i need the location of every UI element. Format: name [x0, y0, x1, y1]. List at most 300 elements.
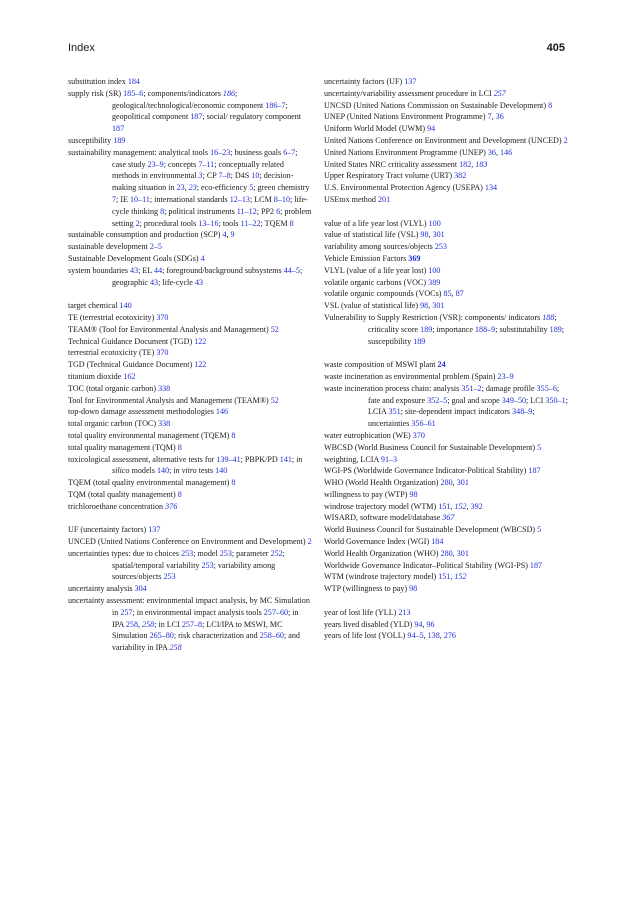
- entry-text: ; EL: [138, 265, 155, 275]
- page-reference-link[interactable]: 280: [440, 478, 453, 488]
- index-entry: [324, 477, 568, 489]
- page-reference-link[interactable]: 140: [156, 466, 170, 476]
- page-reference-link[interactable]: 257: [493, 88, 506, 98]
- page-reference-link[interactable]: 8: [548, 100, 553, 110]
- entry-text: ; international standards: [149, 194, 230, 204]
- index-entry: [324, 135, 568, 147]
- entry-text: uncertainty/variability assessment procedure in LCI: [324, 88, 494, 98]
- index-entry: [324, 312, 568, 347]
- page-reference-link[interactable]: 182: [459, 159, 472, 169]
- page-reference-link[interactable]: 253: [201, 560, 214, 570]
- index-entry: [324, 111, 568, 123]
- entry-text: waste composition of MSWI plant: [324, 360, 438, 370]
- page-reference-link[interactable]: 94: [427, 124, 436, 134]
- page-reference-link[interactable]: 184: [127, 77, 140, 86]
- index-entry: [68, 454, 312, 478]
- entry-text: ; decision-making situation in: [112, 171, 294, 193]
- page-reference-link[interactable]: 213: [398, 607, 411, 617]
- entry-text: ; and variability in IPA: [112, 631, 300, 653]
- entry-text: ; variability among sources/objects: [112, 560, 276, 582]
- entry-text: ,: [491, 112, 496, 122]
- entry-text: ,: [428, 301, 433, 311]
- page-reference-link[interactable]: 189: [420, 324, 433, 334]
- entry-text: volatile organic carbons (VOC): [324, 277, 429, 287]
- page-reference-link[interactable]: 253: [163, 572, 176, 582]
- index-entry: [324, 512, 568, 524]
- page-reference-link[interactable]: 253: [219, 548, 232, 558]
- entry-text: ; business goals: [230, 147, 284, 157]
- entry-text: sustainable consumption and production (SCP): [68, 230, 223, 240]
- entry-text: World Health Organization (WHO): [324, 548, 441, 558]
- page-reference-link[interactable]: 7–11: [198, 159, 215, 169]
- page-reference-link[interactable]: 369: [408, 253, 421, 263]
- entry-text: target chemical: [68, 301, 120, 311]
- entry-text: sustainable development: [68, 242, 150, 252]
- entry-text: year of lost life (YLL): [324, 607, 399, 617]
- entry-text: ; IE: [116, 194, 130, 204]
- index-entry: [68, 347, 312, 359]
- page-reference-link[interactable]: 187: [190, 112, 203, 122]
- page-reference-link[interactable]: 151: [438, 501, 451, 511]
- index-entry: [68, 147, 312, 230]
- entry-text: volatile organic compounds (VOCs): [324, 289, 444, 299]
- entry-text: ,: [452, 548, 457, 558]
- entry-text: United States NRC criticality assessment: [324, 159, 460, 169]
- page-reference-link[interactable]: 3: [198, 171, 203, 181]
- entry-text: ; parameter: [231, 548, 271, 558]
- page-reference-link[interactable]: 11–12: [236, 206, 257, 216]
- page-reference-link[interactable]: 98: [409, 489, 418, 499]
- entry-text: ,: [422, 619, 427, 629]
- page-reference-link[interactable]: 140: [215, 466, 228, 476]
- page-reference-link[interactable]: 382: [454, 171, 467, 181]
- entry-text: ,: [452, 478, 457, 488]
- page-reference-link[interactable]: 186–7: [265, 100, 286, 110]
- page-reference-link[interactable]: 23: [176, 183, 185, 193]
- page-reference-link[interactable]: 370: [156, 348, 169, 358]
- entry-text: ; case study: [112, 147, 298, 169]
- page-reference-link[interactable]: 188–9: [474, 324, 496, 334]
- entry-text: variability among sources/objects: [324, 242, 435, 252]
- entry-text: TE (terrestrial ecotoxicity): [68, 312, 157, 322]
- page-reference-link[interactable]: 152: [454, 501, 467, 511]
- index-entry: [68, 583, 312, 595]
- page-reference-link[interactable]: 8: [231, 430, 236, 440]
- page-reference-link[interactable]: 138: [427, 631, 440, 641]
- index-entry: [324, 371, 568, 383]
- page-reference-link[interactable]: 201: [377, 194, 391, 204]
- entry-text: TEAM® (Tool for Environmental Analysis and Management): [68, 324, 271, 334]
- index-entry: [324, 548, 568, 560]
- index-column-left: [68, 76, 312, 654]
- index-entry: [68, 300, 312, 312]
- page-reference-link[interactable]: 8: [177, 489, 182, 499]
- page-reference-link[interactable]: 140: [119, 301, 132, 311]
- page-reference-link[interactable]: 304: [134, 584, 147, 594]
- index-entry: [324, 430, 568, 442]
- page-reference-link[interactable]: 94: [414, 619, 423, 629]
- index-entry: [324, 442, 568, 454]
- entry-text: UNCED (United Nations Conference on Environment and Development): [68, 537, 308, 547]
- entry-text: ,: [450, 501, 455, 511]
- page-reference-link[interactable]: 185–6: [123, 88, 144, 98]
- entry-text: uncertainty analysis: [68, 584, 135, 594]
- entry-text: ,: [226, 230, 231, 240]
- page-reference-link[interactable]: 146: [215, 407, 229, 417]
- entry-text: ; conceptually related methods in environmental: [112, 159, 284, 181]
- entry-text: ; green chemistry: [253, 183, 310, 193]
- page-reference-link[interactable]: 187: [529, 560, 543, 570]
- page-reference-link[interactable]: 43: [149, 277, 159, 287]
- page-reference-link[interactable]: 94–5: [407, 631, 424, 641]
- page-reference-link[interactable]: 5: [537, 525, 542, 535]
- page-reference-link[interactable]: 24: [437, 360, 446, 370]
- index-entry: [324, 253, 568, 265]
- page-reference-link[interactable]: 5: [537, 442, 542, 452]
- page-reference-link[interactable]: 13–16: [198, 218, 219, 228]
- page-reference-link[interactable]: 100: [428, 218, 441, 228]
- entry-text: supply risk (SR): [68, 88, 124, 98]
- page-reference-link[interactable]: 370: [412, 430, 425, 440]
- page-reference-link[interactable]: 87: [455, 289, 464, 299]
- index-entry: [68, 477, 312, 489]
- page-reference-link[interactable]: 141: [279, 454, 292, 464]
- entry-text: years lived disabled (YLD): [324, 619, 415, 629]
- letter-group-gap: [324, 206, 568, 218]
- entry-text: toxicological assessment, alternative tests for: [68, 454, 217, 464]
- page-reference-link[interactable]: 265–80: [149, 631, 174, 641]
- page-reference-link[interactable]: 187: [528, 466, 541, 476]
- page-reference-link[interactable]: 134: [484, 183, 498, 193]
- page-reference-link[interactable]: 36: [487, 147, 496, 157]
- page-reference-link[interactable]: 137: [148, 525, 161, 535]
- index-entry: [324, 229, 568, 241]
- page-reference-link[interactable]: 257: [120, 607, 133, 617]
- entry-text: susceptibility: [68, 135, 114, 145]
- page-reference-link[interactable]: 338: [158, 419, 171, 429]
- page-reference-link[interactable]: 367: [442, 513, 455, 523]
- index-entry: [68, 241, 312, 253]
- page-reference-link[interactable]: 152: [454, 572, 467, 582]
- entry-text: ; PP2: [256, 206, 277, 216]
- page-reference-link[interactable]: 183: [475, 159, 488, 169]
- entry-text: value of a life year lost (VLYL): [324, 218, 429, 228]
- entry-text: terrestrial ecotoxicity (TE): [68, 348, 157, 358]
- page-reference-link[interactable]: 280: [440, 548, 453, 558]
- entry-text: waste incineration as environmental problem (Spain): [324, 371, 498, 381]
- index-entry: [68, 229, 312, 241]
- page-reference-link[interactable]: 8: [289, 218, 294, 228]
- letter-group-gap: [68, 512, 312, 524]
- entry-text: TQM (total quality management): [68, 489, 178, 499]
- entry-text: UF (uncertainty factors): [68, 525, 149, 535]
- entry-text: windrose trajectory model (WTM): [324, 501, 439, 511]
- page-reference-link[interactable]: 350–1: [545, 395, 566, 405]
- index-entry: [324, 359, 568, 371]
- entry-text: ; PBPK/PD: [240, 454, 280, 464]
- page-reference-link[interactable]: 139–41: [216, 454, 241, 464]
- page-reference-link[interactable]: 137: [404, 77, 417, 86]
- page-reference-link[interactable]: 7: [112, 194, 117, 204]
- page-reference-link[interactable]: 389: [428, 277, 441, 287]
- page-reference-link[interactable]: 98: [420, 230, 429, 240]
- index-entry: [324, 300, 568, 312]
- entry-text: ; life-cycle: [158, 277, 195, 287]
- index-entry: [68, 524, 312, 536]
- page-reference-link[interactable]: 351: [388, 407, 401, 417]
- entry-text: ,: [184, 183, 189, 193]
- page-reference-link[interactable]: 301: [456, 478, 469, 488]
- entry-text: VLYL (value of a life year lost): [324, 265, 429, 275]
- index-entry: [324, 88, 568, 100]
- page-reference-link[interactable]: 8: [160, 206, 165, 216]
- page-reference-link[interactable]: 276: [443, 631, 456, 641]
- entry-text: ,: [466, 501, 471, 511]
- page-reference-link[interactable]: 253: [181, 548, 194, 558]
- entry-text: trichloroethane concentration: [68, 501, 166, 511]
- entry-text: Worldwide Governance Indicator–Political Stability (WGI-PS): [324, 560, 530, 570]
- entry-text: ; social/ regulatory component: [202, 112, 302, 122]
- index-entry: [68, 336, 312, 348]
- page-reference-link[interactable]: 122: [194, 360, 207, 370]
- entry-text: ; site-dependent impact indicators: [400, 407, 513, 417]
- page-reference-link[interactable]: 184: [431, 537, 444, 547]
- page-reference-link[interactable]: 98: [409, 584, 418, 594]
- page-reference-link[interactable]: 351–2: [461, 383, 482, 393]
- entry-text: ; in environmental impact analysis tools: [132, 607, 264, 617]
- page-reference-link[interactable]: 301: [456, 548, 469, 558]
- page-reference-link[interactable]: 356–61: [411, 419, 436, 429]
- page-reference-link[interactable]: 122: [194, 336, 207, 346]
- page-reference-link[interactable]: 6: [276, 206, 281, 216]
- page-reference-link[interactable]: 10–11: [129, 194, 150, 204]
- index-entry: [68, 536, 312, 548]
- page-reference-link[interactable]: 187: [112, 124, 125, 134]
- index-entry: [324, 383, 568, 430]
- index-entry: [324, 630, 568, 642]
- page-reference-link[interactable]: 258: [125, 619, 139, 629]
- entry-text: ; spatial/temporal variability: [112, 548, 285, 570]
- entry-text: ;: [291, 454, 297, 464]
- page-reference-link[interactable]: 348–9: [512, 407, 533, 417]
- page-reference-link[interactable]: 301: [432, 301, 445, 311]
- entry-text: top-down damage assessment methodologies: [68, 407, 216, 417]
- page-reference-link[interactable]: 85: [443, 289, 452, 299]
- entry-text: years of life lost (YOLL): [324, 631, 408, 641]
- entry-text: UNEP (United Nations Environment Programme): [324, 112, 488, 122]
- entry-text: ; importance: [432, 324, 475, 334]
- page-reference-link[interactable]: 2: [135, 218, 140, 228]
- entry-text: WBCSD (World Business Council for Sustainable Development): [324, 442, 538, 452]
- page-reference-link[interactable]: 52: [270, 324, 279, 334]
- page-reference-link[interactable]: 96: [426, 619, 435, 629]
- entry-text: in silico: [112, 454, 303, 476]
- letter-group-gap: [324, 347, 568, 359]
- page-reference-link[interactable]: 2: [307, 537, 312, 547]
- page-reference-link[interactable]: 258: [142, 619, 155, 629]
- entry-text: ; uncertainties: [368, 407, 535, 429]
- index-entry: [68, 253, 312, 265]
- page-reference-link[interactable]: 36: [495, 112, 504, 122]
- index-entry: [324, 536, 568, 548]
- page-reference-link[interactable]: 44: [154, 265, 163, 275]
- entry-text: total organic carbon (TOC): [68, 419, 159, 429]
- entry-text: ; geological/technological/economic component: [112, 88, 266, 110]
- entry-text: titanium dioxide: [68, 371, 124, 381]
- running-header: [68, 42, 565, 58]
- entry-text: Technical Guidance Document (TGD): [68, 336, 195, 346]
- index-entry: [324, 76, 568, 88]
- page-reference-link[interactable]: 9: [230, 230, 235, 240]
- page-reference-link[interactable]: 146: [500, 147, 513, 157]
- entry-text: ; LCI: [526, 395, 546, 405]
- entry-text: World Business Council for Sustainable Development (WBCSD): [324, 525, 538, 535]
- entry-text: ; life-cycle thinking: [112, 194, 308, 216]
- page-reference-link[interactable]: 7–8: [218, 171, 231, 181]
- entry-text: system boundaries: [68, 265, 131, 275]
- index-entry: [68, 442, 312, 454]
- entry-text: ; geopolitical component: [112, 100, 288, 122]
- page-reference-link[interactable]: 4: [222, 230, 227, 240]
- page-reference-link[interactable]: 252: [270, 548, 283, 558]
- page-reference-link[interactable]: 5: [249, 183, 254, 193]
- page-reference-link[interactable]: 23–9: [497, 371, 514, 381]
- entry-text: sustainability management: analytical tools: [68, 147, 211, 157]
- index-entry: [68, 135, 312, 147]
- index-entry: [324, 501, 568, 513]
- page-reference-link[interactable]: 10: [251, 171, 260, 181]
- page-reference-link[interactable]: 43: [130, 265, 139, 275]
- index-entry: [68, 76, 312, 88]
- entry-text: water eutrophication (WE): [324, 430, 413, 440]
- index-entry: [324, 288, 568, 300]
- page-reference-link[interactable]: 2: [563, 135, 568, 145]
- entry-text: WTP (willingness to pay): [324, 584, 410, 594]
- page-reference-link[interactable]: 189: [549, 324, 562, 334]
- entry-text: WISARD, software model/database: [324, 513, 443, 523]
- index-entry: [324, 265, 568, 277]
- index-entry: [68, 489, 312, 501]
- page-reference-link[interactable]: 8: [231, 478, 236, 488]
- entry-text: willingness to pay (WTP): [324, 489, 410, 499]
- entry-text: ; problem setting: [112, 206, 312, 228]
- page-reference-link[interactable]: 44–5: [283, 265, 300, 275]
- page-reference-link[interactable]: 8: [177, 442, 182, 452]
- page-reference-link[interactable]: 91–3: [380, 454, 398, 464]
- page-reference-link[interactable]: 392: [470, 501, 483, 511]
- index-entry: [68, 395, 312, 407]
- index-entry: [68, 548, 312, 583]
- entry-text: VSL (value of statistical life): [324, 301, 421, 311]
- page-reference-link[interactable]: 376: [165, 501, 178, 511]
- entry-text: tests: [196, 466, 216, 476]
- entry-text: WHO (World Health Organization): [324, 478, 441, 488]
- entry-text: USEtox method: [324, 194, 378, 204]
- page-reference-link[interactable]: 16–23: [210, 147, 231, 157]
- page-reference-link[interactable]: 162: [123, 371, 136, 381]
- page-reference-link[interactable]: 43: [194, 277, 204, 287]
- entry-text: ; foreground/background subsystems: [162, 265, 284, 275]
- page-reference-link[interactable]: 258: [169, 643, 182, 653]
- index-entry: [324, 194, 568, 206]
- page-reference-link[interactable]: 186: [222, 88, 236, 98]
- index-entry: [324, 619, 568, 631]
- entry-text: models: [129, 466, 157, 476]
- page-reference-link[interactable]: 257–8: [181, 619, 203, 629]
- entry-text: U.S. Environmental Protection Agency (USEPA): [324, 183, 485, 193]
- page-reference-link[interactable]: 52: [270, 395, 279, 405]
- entry-text: ; procedural tools: [139, 218, 199, 228]
- page-reference-link[interactable]: 370: [156, 312, 169, 322]
- entry-text: uncertainties types: due to choices: [68, 548, 182, 558]
- entry-text: ; components/indicators: [143, 88, 223, 98]
- entry-text: TOC (total organic carbon): [68, 383, 159, 393]
- page-reference-link[interactable]: 253: [434, 242, 447, 252]
- entry-text: TGD (Technical Guidance Document): [68, 360, 195, 370]
- entry-text: WTM (windrose trajectory model): [324, 572, 439, 582]
- entry-text: ; political instruments: [164, 206, 237, 216]
- page-reference-link[interactable]: 258–60: [259, 631, 284, 641]
- index-entry: [324, 241, 568, 253]
- entry-text: ,: [495, 147, 501, 157]
- page-reference-link[interactable]: 2–5: [149, 242, 162, 252]
- entry-text: ,: [138, 619, 143, 629]
- entry-text: waste incineration process chain: analysis: [324, 383, 462, 393]
- index-entry: [324, 454, 568, 466]
- entry-text: ; TQEM: [260, 218, 290, 228]
- page-reference-link[interactable]: 98: [420, 301, 429, 311]
- page-reference-link[interactable]: 8–10: [273, 194, 290, 204]
- entry-text: ; eco-efficiency: [196, 183, 250, 193]
- page-reference-link[interactable]: 349–50: [501, 395, 527, 405]
- page-reference-link[interactable]: 188: [542, 312, 555, 322]
- index-entry: [324, 524, 568, 536]
- page-reference-link[interactable]: 6–7: [283, 147, 296, 157]
- page-reference-link[interactable]: 189: [413, 336, 426, 346]
- entry-text: ; damage profile: [481, 383, 537, 393]
- page-reference-link[interactable]: 151: [438, 572, 451, 582]
- page-reference-link[interactable]: 11–22: [240, 218, 261, 228]
- index-entry: [68, 383, 312, 395]
- entry-text: ;: [169, 466, 174, 476]
- index-entry: [68, 312, 312, 324]
- entry-text: World Governance Index (WGI): [324, 537, 432, 547]
- page-reference-link[interactable]: 301: [432, 230, 445, 240]
- index-entry: [68, 359, 312, 371]
- letter-group-gap: [68, 288, 312, 300]
- entry-text: ; in LCI: [154, 619, 182, 629]
- index-entry: [324, 465, 568, 477]
- page-reference-link[interactable]: 100: [428, 265, 441, 275]
- entry-text: uncertainty assessment: environmental impact analysis, by MC Simulation in: [68, 596, 310, 617]
- page-reference-link[interactable]: 338: [158, 383, 171, 393]
- page-reference-link[interactable]: 257–60: [263, 607, 289, 617]
- entry-text: ; substitutability: [495, 324, 550, 334]
- page-reference-link[interactable]: 23: [188, 183, 197, 193]
- page-reference-link[interactable]: 7: [487, 112, 492, 122]
- index-entry: [68, 595, 312, 654]
- page-reference-link[interactable]: 189: [113, 135, 126, 145]
- entry-text: Vulnerability to Supply Restriction (VSR): components/ indicators: [324, 312, 543, 322]
- page-reference-link[interactable]: 355–6: [536, 383, 557, 393]
- page-reference-link[interactable]: 352–5: [427, 395, 448, 405]
- letter-group-gap: [324, 595, 568, 607]
- page-reference-link[interactable]: 23–9: [147, 159, 164, 169]
- page-reference-link[interactable]: 4: [200, 253, 205, 263]
- entry-text: ; criticality score: [368, 312, 557, 334]
- page-reference-link[interactable]: 12–13: [229, 194, 250, 204]
- index-entry: [324, 571, 568, 583]
